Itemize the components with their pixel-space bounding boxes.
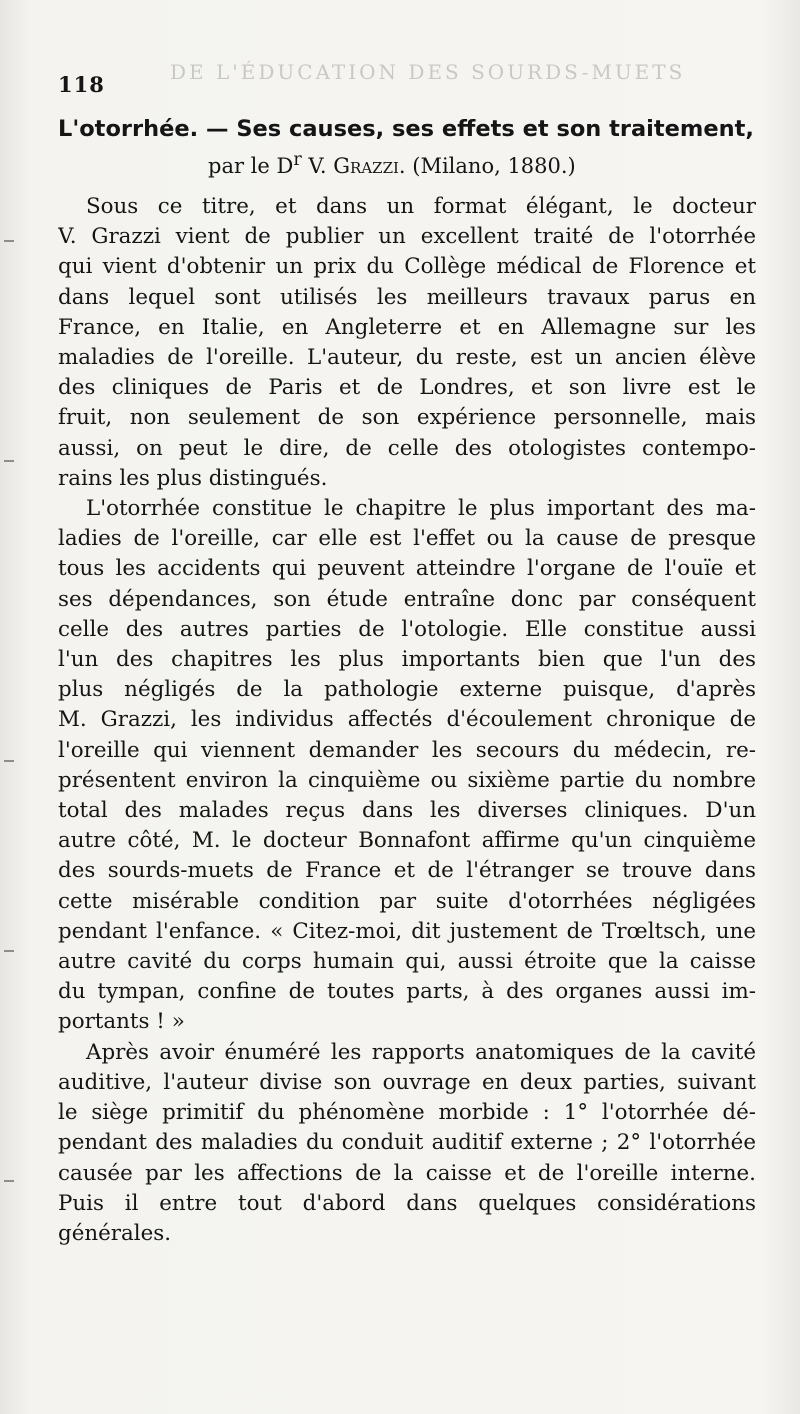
show-through-running-header: DE L'ÉDUCATION DES SOURDS-MUETS bbox=[170, 60, 686, 84]
margin-bleed-marks bbox=[0, 190, 20, 1190]
subtitle-sup: r bbox=[293, 150, 302, 170]
paragraph-line: auditive, l'auteur divise son ouvrage en deux parties, suivant bbox=[58, 1069, 756, 1095]
paragraph-line: tous les accidents qui peuvent atteindre l'organe de l'ouïe et bbox=[58, 556, 756, 582]
paragraph-line: Sous ce titre, et dans un format élégant, le docteur bbox=[86, 194, 756, 219]
paragraph-line: Puis il entre tout d'abord dans quelques considérations bbox=[58, 1190, 756, 1216]
paragraph-line: pendant des maladies du conduit auditif externe ; 2° l'otorrhée bbox=[58, 1130, 756, 1156]
review-subtitle bbox=[58, 144, 756, 182]
paragraph-line: du tympan, confine de toutes parts, à des organes aussi im- bbox=[58, 979, 756, 1005]
page-number: 118 bbox=[58, 72, 105, 97]
subtitle-initial: V. bbox=[301, 154, 334, 178]
paragraph-line: causée par les affections de la caisse et de l'oreille interne. bbox=[58, 1160, 756, 1186]
paragraph-line: générales. bbox=[58, 1220, 172, 1246]
paragraph-line: le siège primitif du phénomène morbide : 1° l'otorrhée dé- bbox=[58, 1100, 756, 1126]
paragraph-line: l'un des chapitres les plus importants bien que l'un des bbox=[58, 647, 756, 673]
author-name: Grazzi bbox=[333, 154, 399, 178]
paragraph-line: total des malades reçus dans les diverses cliniques. D'un bbox=[58, 798, 756, 824]
paragraph-2 bbox=[58, 494, 756, 1038]
paragraph-line: Après avoir énuméré les rapports anatomiques de la cavité bbox=[86, 1039, 756, 1065]
paragraph-line: des cliniques de Paris et de Londres, et son livre est le bbox=[58, 375, 756, 401]
paragraph-line: des sourds-muets de France et de l'étranger se trouve dans bbox=[58, 858, 756, 884]
paragraph-line: autre cavité du corps humain qui, aussi étroite que la caisse bbox=[58, 949, 756, 975]
paragraph-line: plus négligés de la pathologie externe puisque, d'après bbox=[58, 677, 756, 703]
paragraph-line: portants ! » bbox=[58, 1009, 185, 1035]
paragraph-line: celle des autres parties de l'otologie. Elle constitue aussi bbox=[58, 616, 756, 642]
paragraph-line: l'oreille qui viennent demander les secours du médecin, re- bbox=[58, 737, 756, 763]
subtitle-suffix: . (Milano, 1880.) bbox=[398, 154, 576, 178]
paragraph-line: qui vient d'obtenir un prix du Collège médical de Florence et bbox=[58, 254, 756, 280]
paragraph-line: présentent environ la cinquième ou sixième partie du nombre bbox=[58, 767, 756, 793]
paragraph-line: V. Grazzi vient de publier un excellent traité de l'otorrhée bbox=[58, 224, 756, 250]
review-title: L'otorrhée. — Ses causes, ses effets et son traitement, bbox=[58, 116, 754, 142]
paragraph-line: pendant l'enfance. « Citez-moi, dit justement de Trœltsch, une bbox=[58, 918, 756, 944]
paragraph-line: M. Grazzi, les individus affectés d'écoulement chronique de bbox=[58, 707, 756, 733]
paragraph-1 bbox=[58, 192, 756, 494]
paragraph-line: rains les plus distingués. bbox=[58, 465, 328, 491]
paragraph-line: L'otorrhée constitue le chapitre le plus important des ma- bbox=[86, 496, 756, 522]
paragraph-line: dans lequel sont utilisés les meilleurs travaux parus en bbox=[58, 284, 756, 310]
paragraph-line: ses dépendances, son étude entraîne donc par conséquent bbox=[58, 586, 756, 612]
paragraph-line: autre côté, M. le docteur Bonnafont affirme qu'un cinquième bbox=[58, 828, 756, 854]
paragraph-line: France, en Italie, en Angleterre et en Allemagne sur les bbox=[58, 314, 756, 340]
paragraph-line: maladies de l'oreille. L'auteur, du reste, est un ancien élève bbox=[58, 345, 756, 371]
paragraph-3 bbox=[58, 1038, 756, 1249]
paragraph-line: aussi, on peut le dire, de celle des otologistes contempo- bbox=[58, 435, 756, 461]
paragraph-line: cette misérable condition par suite d'otorrhées négligées bbox=[58, 888, 756, 914]
paragraph-line: ladies de l'oreille, car elle est l'effet ou la cause de presque bbox=[58, 526, 756, 552]
page-content bbox=[58, 114, 756, 1249]
subtitle-prefix: par le D bbox=[208, 154, 294, 178]
paragraph-line: fruit, non seulement de son expérience personnelle, mais bbox=[58, 405, 756, 431]
